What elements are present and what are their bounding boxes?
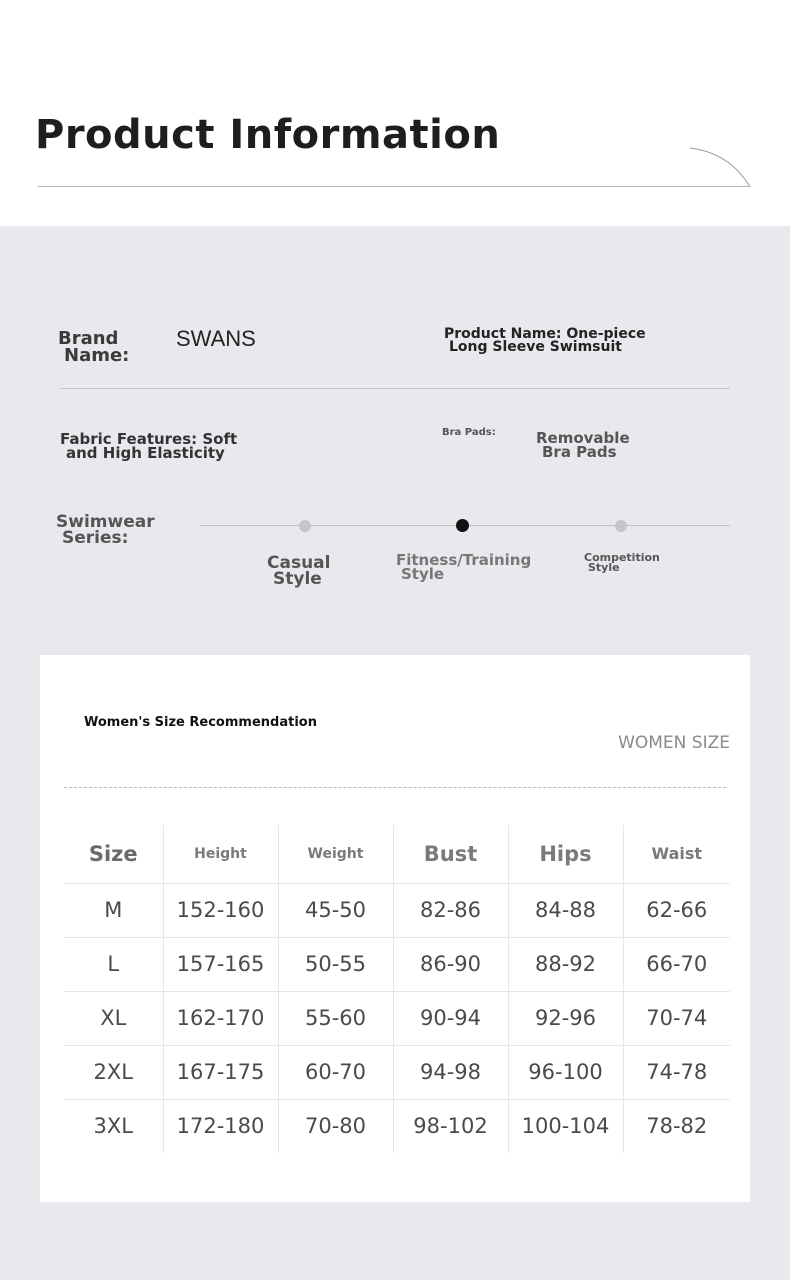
cell-weight: 70-80 <box>278 1099 393 1153</box>
cell-waist: 62-66 <box>623 883 730 937</box>
cell-hips: 96-100 <box>508 1045 623 1099</box>
bra-pads-value <box>536 431 630 460</box>
brand-value: SWANS <box>176 326 256 351</box>
series-option-casual[interactable] <box>267 553 331 590</box>
cell-bust: 82-86 <box>393 883 508 937</box>
product-name-line-2: Long Sleeve Swimsuit <box>449 339 622 356</box>
cell-weight: 55-60 <box>278 991 393 1045</box>
cell-weight: 60-70 <box>278 1045 393 1099</box>
cell-waist: 70-74 <box>623 991 730 1045</box>
series-dot-competition[interactable] <box>615 520 627 532</box>
col-header-weight: Weight <box>278 825 393 883</box>
bra-pads-label: Bra Pads: <box>442 427 496 438</box>
series-dot-casual[interactable] <box>299 520 311 532</box>
cell-hips: 88-92 <box>508 937 623 991</box>
dashed-divider <box>64 787 726 788</box>
cell-weight: 45-50 <box>278 883 393 937</box>
fabric-line-2: and High Elasticity <box>66 444 225 463</box>
col-header-hips: Hips <box>508 825 623 883</box>
table-row <box>64 1099 730 1153</box>
table-row <box>64 991 730 1045</box>
cell-weight: 50-55 <box>278 937 393 991</box>
cell-bust: 90-94 <box>393 991 508 1045</box>
series-label-line-1: Swimwear <box>56 512 155 532</box>
cell-size: M <box>64 883 163 937</box>
cell-height: 167-175 <box>163 1045 278 1099</box>
decorative-arc <box>690 147 752 189</box>
fabric-features <box>60 432 237 461</box>
page-title: Product Information <box>35 112 501 158</box>
size-card-title: Women's Size Recommendation <box>84 715 317 730</box>
series-option-competition[interactable] <box>584 553 660 574</box>
bra-value-line-1: Removable <box>536 429 630 447</box>
col-header-waist: Waist <box>623 825 730 883</box>
cell-height: 172-180 <box>163 1099 278 1153</box>
product-info-section <box>0 226 790 656</box>
info-divider <box>60 388 730 389</box>
cell-hips: 100-104 <box>508 1099 623 1153</box>
table-row <box>64 883 730 937</box>
cell-height: 162-170 <box>163 991 278 1045</box>
series-fitness-line-1: Fitness/Training <box>396 551 532 569</box>
size-card <box>40 655 750 1202</box>
product-name <box>444 328 646 355</box>
size-table <box>64 825 730 1153</box>
cell-waist: 78-82 <box>623 1099 730 1153</box>
cell-size: XL <box>64 991 163 1045</box>
series-fitness-line-2: Style <box>401 565 445 584</box>
fabric-line-1: Fabric Features: Soft <box>60 430 238 448</box>
cell-hips: 84-88 <box>508 883 623 937</box>
col-header-bust: Bust <box>393 825 508 883</box>
table-row <box>64 1045 730 1099</box>
brand-label-line-1: Brand <box>58 328 119 349</box>
header-section <box>0 0 790 226</box>
table-row <box>64 937 730 991</box>
series-label-line-2: Series: <box>62 528 129 549</box>
col-header-height: Height <box>163 825 278 883</box>
cell-bust: 86-90 <box>393 937 508 991</box>
series-option-fitness[interactable] <box>396 553 531 582</box>
series-dot-fitness-selected[interactable] <box>456 519 469 532</box>
cell-hips: 92-96 <box>508 991 623 1045</box>
product-name-line-1: Product Name: One-piece <box>444 326 646 342</box>
cell-bust: 98-102 <box>393 1099 508 1153</box>
cell-bust: 94-98 <box>393 1045 508 1099</box>
series-casual-line-1: Casual <box>267 553 331 573</box>
cell-waist: 74-78 <box>623 1045 730 1099</box>
women-size-badge: WOMEN SIZE <box>618 733 730 753</box>
title-divider <box>38 186 750 187</box>
table-header-row <box>64 825 730 883</box>
series-label <box>56 512 155 549</box>
col-header-size: Size <box>88 841 138 866</box>
series-competition-line-2: Style <box>588 561 620 575</box>
cell-waist: 66-70 <box>623 937 730 991</box>
series-competition-line-1: Competition <box>584 551 660 564</box>
cell-size: 2XL <box>64 1045 163 1099</box>
cell-height: 152-160 <box>163 883 278 937</box>
cell-height: 157-165 <box>163 937 278 991</box>
brand-label-line-2: Name: <box>64 345 130 367</box>
brand-label <box>58 328 130 367</box>
cell-size: L <box>64 937 163 991</box>
cell-size: 3XL <box>64 1099 163 1153</box>
bra-value-line-2: Bra Pads <box>542 443 617 462</box>
series-casual-line-2: Style <box>273 569 322 590</box>
